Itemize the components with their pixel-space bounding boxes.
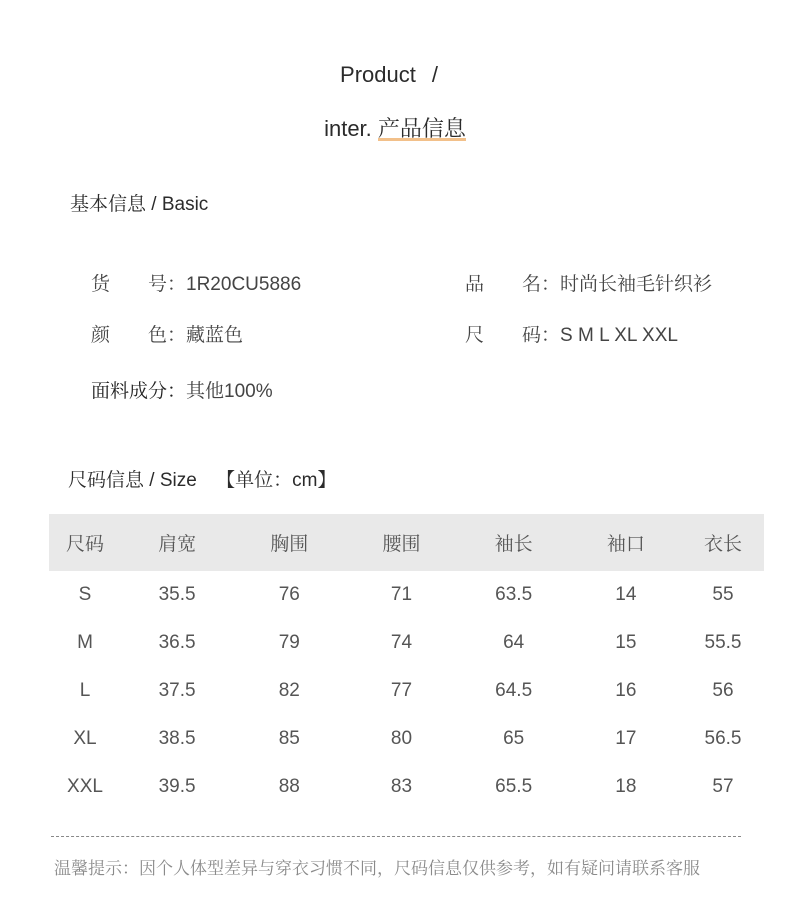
info-key: 品 名： [465,274,561,295]
table-cell: 76 [278,584,300,605]
table-cell: XL [73,728,97,749]
table-row [49,571,764,619]
info-item-color [91,320,243,347]
info-value: 其他100% [186,381,273,402]
table-cell: 57 [712,776,734,797]
table-cell: M [77,632,93,653]
title-slash: / [431,62,438,87]
table-cell: 15 [615,632,637,653]
table-cell: 16 [615,680,637,701]
table-cell: 14 [615,584,637,605]
size-info-heading [68,465,336,492]
table-row [49,619,764,667]
table-cell: 83 [390,776,413,797]
table-cell: 56 [712,680,734,701]
table-cell: 82 [278,680,300,701]
size-unit: 【单位：cm】 [216,470,337,491]
title-english: Product [340,62,416,87]
info-item-fabric [91,376,273,403]
table-cell: 64 [503,632,525,653]
info-key: 尺 码： [465,325,561,346]
table-cell: 39.5 [158,776,196,797]
info-value: 藏蓝色 [186,325,244,346]
column-header: 肩宽 [158,534,197,555]
table-cell: 80 [390,728,413,749]
info-item-sizes [465,320,678,347]
info-value: 1R20CU5886 [186,274,302,295]
table-cell: 65.5 [495,776,533,797]
table-cell: 65 [503,728,525,749]
table-cell: 55.5 [704,632,742,653]
table-cell: L [79,680,91,701]
table-row [49,715,764,763]
product-subtitle [0,112,790,143]
table-cell: 88 [278,776,300,797]
table-header-row [49,514,764,571]
column-header: 袖长 [494,534,533,555]
size-table [49,514,764,811]
table-cell: 56.5 [704,728,742,749]
table-row [49,763,764,811]
info-key: 货 号： [91,274,187,295]
table-cell: 71 [390,584,413,605]
column-header: 腰围 [382,534,421,555]
info-value: S M L XL XXL [560,325,678,346]
table-cell: 63.5 [495,584,533,605]
warm-tip: 温馨提示：因个人体型差异与穿衣习惯不同，尺码信息仅供参考，如有疑问请联系客服 [54,859,700,878]
table-row [49,667,764,715]
table-cell: 17 [615,728,637,749]
table-cell: 35.5 [158,584,196,605]
table-cell: 85 [278,728,300,749]
info-value: 时尚长袖毛针织衫 [560,274,713,295]
info-key: 颜 色： [91,325,187,346]
info-key: 面料成分： [91,381,187,402]
table-cell: S [78,584,92,605]
table-cell: 79 [278,632,300,653]
column-header: 衣长 [703,534,742,555]
column-header: 尺码 [65,534,104,555]
title-chinese: 产品信息 [378,112,466,143]
info-item-product-name [465,269,712,296]
table-cell: 38.5 [158,728,196,749]
column-header: 胸围 [270,534,309,555]
table-cell: 36.5 [158,632,196,653]
info-item-article-no [91,269,301,296]
dashed-divider [51,836,741,837]
table-cell: XXL [67,776,103,797]
title-prefix: inter. [324,116,372,141]
table-cell: 37.5 [158,680,196,701]
product-title [0,62,790,88]
table-cell: 64.5 [495,680,533,701]
column-header: 袖口 [606,534,645,555]
table-cell: 55 [712,584,734,605]
table-cell: 77 [390,680,413,701]
table-cell: 74 [390,632,413,653]
size-heading-text: 尺码信息 / Size [68,470,197,491]
basic-info-heading: 基本信息 / Basic [70,194,209,215]
table-cell: 18 [615,776,637,797]
